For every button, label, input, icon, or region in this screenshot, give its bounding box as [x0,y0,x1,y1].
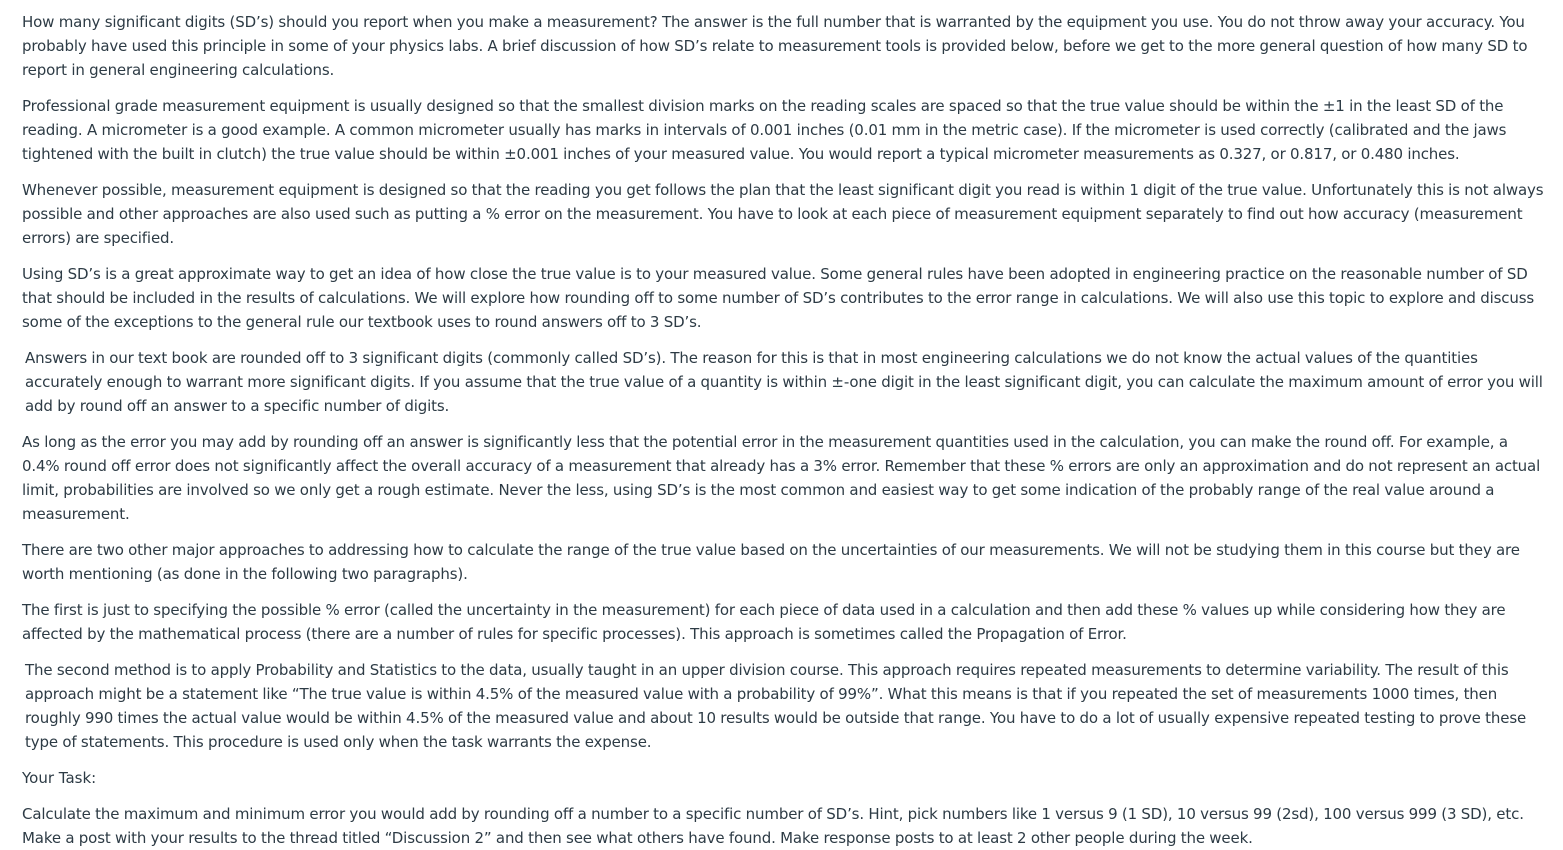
paragraph-using-sd: Using SD’s is a great approximate way to get an idea of how close the true value is to your measured value. Some general rules have been adopted in engineering practice on the reasonable number of SD that should be included in the results of calculations. We will explore how rounding off to some number of SD’s contributes to the error range in calculations. We will also use this topic to explore and discuss some of the exceptions to the general rule our textbook uses to round answers off to 3 SD’s. [22,265,1535,331]
task-heading: Your Task: [22,769,97,787]
paragraph-probability-statistics: The second method is to apply Probability and Statistics to the data, usually taught in an upper division course. This approach requires repeated measurements to determine variability. The result of this approach might be a statement like “The true value is within 4.5% of the measured value with a probability of 99%”. What this means is that if you repeated the set of measurements 1000 times, then roughly 990 times the actual value would be within 4.5% of the measured value and about 10 results would be outside that range. You have to do a lot of usually expensive repeated testing to prove these type of statements. This procedure is used only when the task warrants the expense. [25,661,1527,751]
task-description: Calculate the maximum and minimum error you would add by rounding off a number to a specific number of SD’s. Hint, pick numbers like 1 versus 9 (1 SD), 10 versus 99 (2sd), 100 versus 999 (3 SD), etc. Make a post with your results to the thread titled “Discussion 2” and then see what others have found. Make response posts to at least 2 other people during the week. [22,805,1524,847]
paragraph-measurement-equipment: Professional grade measurement equipment is usually designed so that the smallest division marks on the reading scales are spaced so that the true value should be within the ±1 in the least SD of the reading. A micrometer is a good example. A common micrometer usually has marks in intervals of 0.001 inches (0.01 mm in the metric case). If the micrometer is used correctly (calibrated and the jaws tightened with the built in clutch) the true value should be within ±0.001 inches of your measured value. You would report a typical micrometer measurements as 0.327, or 0.817, or 0.480 inches. [22,97,1507,163]
paragraph-round-off-error: As long as the error you may add by rounding off an answer is significantly less that the potential error in the measurement quantities used in the calculation, you can make the round off. For example, a 0.4% round off error does not significantly affect the overall accuracy of a measurement that already has a 3% error. Remember that these % errors are only an approximation and do not represent an actual limit, probabilities are involved so we only get a rough estimate. Never the less, using SD’s is the most common and easiest way to get some indication of the probably range of the real value around a measurement. [22,433,1541,523]
paragraph-least-significant-digit: Whenever possible, measurement equipment is designed so that the reading you get follows the plan that the least significant digit you read is within 1 digit of the true value. Unfortunately this is not always possible and other approaches are also used such as putting a % error on the measurement. You have to look at each piece of measurement equipment separately to find out how accuracy (measurement errors) are specified. [22,181,1544,247]
paragraph-significant-digits-intro: How many significant digits (SD’s) should you report when you make a measurement? The answer is the full number that is warranted by the equipment you use. You do not throw away your accuracy. You probably have used this principle in some of your physics labs. A brief discussion of how SD’s relate to measurement tools is provided below, before we get to the more general question of how many SD to report in general engineering calculations. [22,13,1528,79]
paragraph-other-approaches: There are two other major approaches to addressing how to calculate the range of the true value based on the uncertainties of our measurements. We will not be studying them in this course but they are worth mentioning (as done in the following two paragraphs). [22,541,1520,583]
paragraph-textbook-rounding: Answers in our text book are rounded off to 3 significant digits (commonly called SD’s). The reason for this is that in most engineering calculations we do not know the actual values of the quantities accurately enough to warrant more significant digits. If you assume that the true value of a quantity is within ±-one digit in the least significant digit, you can calculate the maximum amount of error you will add by round off an answer to a specific number of digits. [25,349,1543,415]
paragraph-propagation-of-error: The first is just to specifying the possible % error (called the uncertainty in the measurement) for each piece of data used in a calculation and then add these % values up while considering how they are affected by the mathematical process (there are a number of rules for specific processes). This approach is sometimes called the Propagation of Error. [22,601,1506,643]
